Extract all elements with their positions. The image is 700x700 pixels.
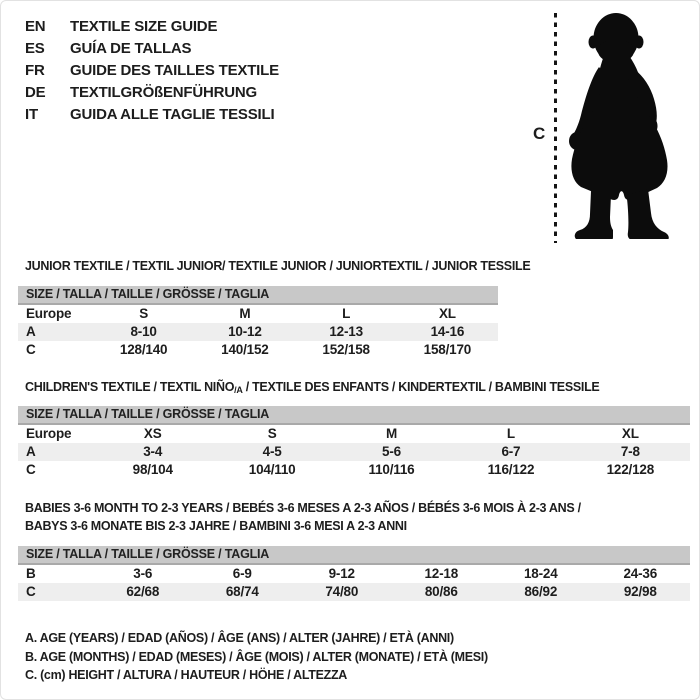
table-cell: L: [342, 306, 351, 321]
language-code: ES: [25, 40, 45, 57]
title-text: CHILDREN'S TEXTILE / TEXTIL NIÑO: [25, 380, 235, 394]
table-row: [18, 341, 498, 359]
height-measure-label: C: [533, 124, 546, 143]
table-cell: 92/98: [623, 584, 657, 599]
table-cell: M: [385, 426, 398, 441]
table-cell: 6-7: [501, 444, 521, 459]
language-title-list: [25, 16, 279, 126]
language-code: FR: [25, 62, 45, 79]
row-label: A: [26, 444, 36, 459]
title-text: / TEXTILE DES ENFANTS / KINDERTEXTIL / BAMBINI TESSILE: [242, 380, 600, 394]
table-cell: 5-6: [382, 444, 401, 459]
size-table: [18, 546, 690, 601]
table-cell: 122/128: [606, 462, 655, 477]
footnote-line: B. AGE (MONTHS) / EDAD (MESES) / ÂGE (MOIS) / ALTER (MONATE) / ETÀ (MESI): [25, 649, 488, 664]
table-row: [18, 305, 498, 323]
table-row: [18, 323, 498, 341]
table-cell: XL: [621, 426, 639, 441]
table-cell: 12-18: [424, 566, 459, 581]
table-cell: 68/74: [225, 584, 259, 599]
section-title-line: [25, 378, 599, 399]
table-cell: 6-9: [232, 566, 252, 581]
table-header-band: SIZE / TALLA / TAILLE / GRÖSSE / TAGLIA: [18, 286, 498, 305]
child-height-figure: [521, 1, 699, 251]
row-label: Europe: [26, 426, 72, 441]
table-cell: L: [506, 426, 515, 441]
table-row: [18, 461, 690, 479]
table-cell: 158/170: [423, 342, 472, 357]
row-label: B: [26, 566, 36, 581]
language-title: GUIDE DES TAILLES TEXTILE: [70, 62, 279, 79]
table-cell: 104/110: [248, 462, 296, 477]
section-title: [25, 257, 530, 275]
section-title-line: [25, 517, 581, 535]
table-row: [18, 425, 690, 443]
row-label: C: [26, 584, 36, 599]
row-label: Europe: [26, 306, 72, 321]
section-title: [25, 499, 581, 535]
table-cell: 3-6: [133, 566, 153, 581]
height-measure-dashed-line: [554, 13, 557, 243]
table-cell: 8-10: [130, 324, 157, 339]
table-cell: 10-12: [228, 324, 262, 339]
language-row: [25, 60, 279, 82]
size-table: [18, 406, 690, 479]
toddler-silhouette-icon: [563, 11, 673, 239]
table-cell: XL: [438, 306, 456, 321]
size-table: [18, 286, 498, 359]
section-title-line: [25, 499, 581, 517]
table-header-band: SIZE / TALLA / TAILLE / GRÖSSE / TAGLIA: [18, 546, 690, 565]
table-cell: 80/86: [424, 584, 458, 599]
table-cell: 116/122: [487, 462, 535, 477]
table-cell: XS: [143, 426, 162, 441]
row-label: A: [26, 324, 36, 339]
language-code: DE: [25, 84, 46, 101]
language-row: [25, 16, 279, 38]
language-code: IT: [25, 106, 38, 123]
table-cell: 4-5: [262, 444, 282, 459]
table-cell: 18-24: [523, 566, 558, 581]
table-cell: 24-36: [623, 566, 658, 581]
table-row: [18, 443, 690, 461]
table-cell: 9-12: [328, 566, 355, 581]
table-cell: S: [267, 426, 277, 441]
title-text: /A: [234, 385, 243, 395]
footnote-line: A. AGE (YEARS) / EDAD (AÑOS) / ÂGE (ANS) / ALTER (JAHRE) / ETÀ (ANNI): [25, 631, 454, 645]
section-title: [25, 378, 599, 399]
row-label: C: [26, 342, 36, 357]
language-row: [25, 82, 279, 104]
language-title: GUIDA ALLE TAGLIE TESSILI: [70, 106, 275, 123]
language-row: [25, 104, 279, 126]
table-cell: M: [239, 306, 251, 321]
row-label: C: [26, 462, 36, 477]
language-title: TEXTILGRÖßENFÜHRUNG: [70, 84, 258, 101]
table-cell: 152/158: [322, 342, 370, 357]
footnote-legend: [25, 629, 488, 685]
table-cell: 7-8: [620, 444, 640, 459]
title-text: JUNIOR TEXTILE / TEXTIL JUNIOR/ TEXTILE JUNIOR / JUNIORTEXTIL / JUNIOR TESSILE: [25, 259, 531, 273]
table-header-band: SIZE / TALLA / TAILLE / GRÖSSE / TAGLIA: [18, 406, 690, 425]
language-code: EN: [25, 18, 46, 35]
table-cell: 74/80: [325, 584, 359, 599]
footnote-line: C. (cm) HEIGHT / ALTURA / HAUTEUR / HÖHE / ALTEZZA: [25, 668, 348, 682]
language-row: [25, 38, 279, 60]
table-cell: 110/116: [368, 462, 415, 477]
title-text: BABIES 3-6 MONTH TO 2-3 YEARS / BEBÉS 3-6 MESES A 2-3 AÑOS / BÉBÉS 3-6 MOIS À 2-3 ANS /: [25, 501, 581, 515]
title-text: BABYS 3-6 MONATE BIS 2-3 JAHRE / BAMBINI 3-6 MESI A 2-3 ANNI: [25, 519, 407, 533]
table-cell: 140/152: [221, 342, 269, 357]
section-title-line: [25, 257, 530, 275]
table-cell: 12-13: [329, 324, 363, 339]
table-cell: 62/68: [126, 584, 160, 599]
table-cell: 14-16: [430, 324, 465, 339]
table-row: [18, 565, 690, 583]
table-cell: 98/104: [132, 462, 173, 477]
table-cell: 128/140: [119, 342, 168, 357]
table-cell: 3-4: [143, 444, 163, 459]
table-cell: S: [139, 306, 149, 321]
language-title: GUÍA DE TALLAS: [70, 40, 192, 57]
table-cell: 86/92: [524, 584, 558, 599]
table-row: [18, 583, 690, 601]
language-title: TEXTILE SIZE GUIDE: [70, 18, 218, 35]
